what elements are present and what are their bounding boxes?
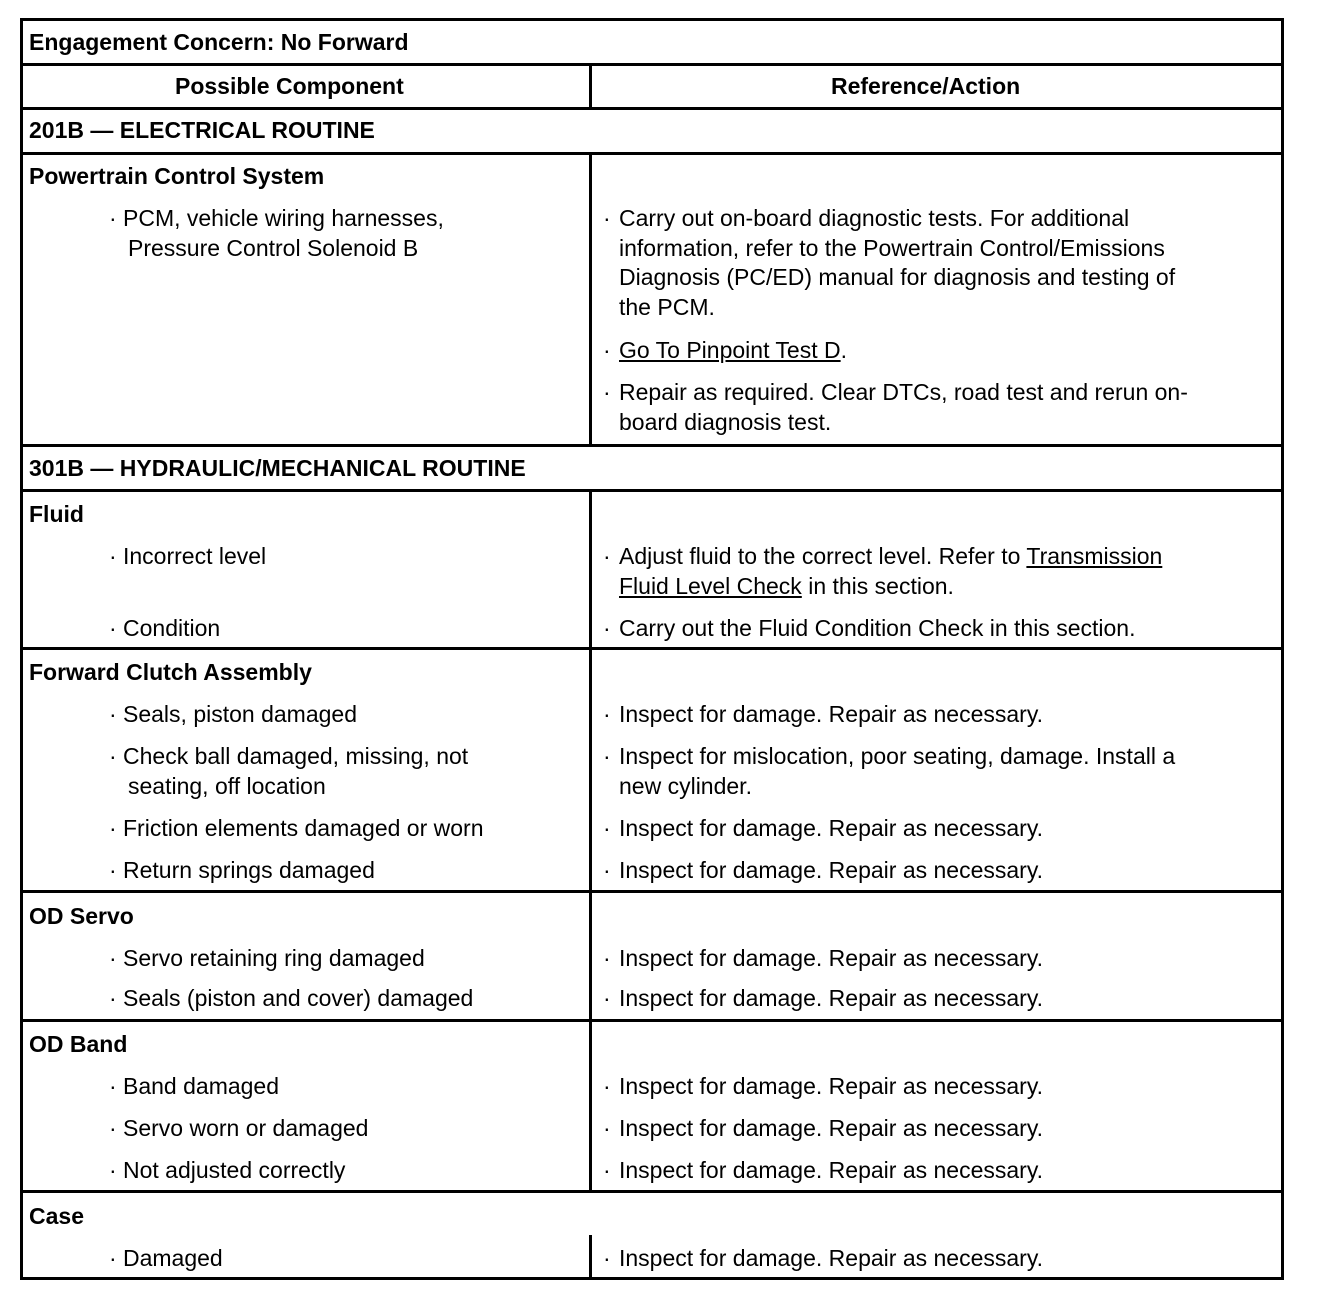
bullet: · [109,543,117,569]
group-heading-case: Case [29,1203,84,1229]
component-item: Damaged [123,1245,223,1271]
action-item: information, refer to the Powertrain Control/Emissions [619,235,1165,261]
group-heading-powertrain: Powertrain Control System [29,163,325,189]
bullet: · [109,615,117,641]
group-heading-fluid: Fluid [29,501,84,527]
bullet: · [109,815,117,841]
component-item: Seals, piston damaged [123,701,357,727]
bullet: · [603,337,611,363]
diagnosis-table [20,18,1284,1280]
component-item: Check ball damaged, missing, not [123,743,469,769]
action-item: Fluid Level Check in this section. [619,573,954,599]
fluid-level-check-link[interactable]: Fluid Level Check [619,573,802,599]
bullet: · [109,857,117,883]
bullet: · [603,815,611,841]
component-item: Not adjusted correctly [123,1157,346,1183]
bullet: · [109,743,117,769]
action-item: board diagnosis test. [619,409,832,435]
group-heading-od-servo: OD Servo [29,903,134,929]
action-item: Repair as required. Clear DTCs, road test and rerun on- [619,379,1188,405]
transmission-fluid-link[interactable]: Transmission [1026,543,1163,569]
action-item: Inspect for damage. Repair as necessary. [619,857,1044,883]
action-item: Inspect for damage. Repair as necessary. [619,1157,1044,1183]
bullet: · [603,1073,611,1099]
action-item: Inspect for damage. Repair as necessary. [619,701,1044,727]
component-item: PCM, vehicle wiring harnesses, [123,205,444,231]
bullet: · [109,205,117,231]
bullet: · [109,1245,117,1271]
bullet: · [603,985,611,1011]
bullet: · [603,1245,611,1271]
bullet: · [603,1115,611,1141]
bullet: · [603,701,611,727]
action-item: Carry out on-board diagnostic tests. For additional [619,205,1130,231]
component-item: Servo worn or damaged [123,1115,369,1141]
component-item: seating, off location [128,773,326,799]
group-heading-od-band: OD Band [29,1031,128,1057]
action-item: the PCM. [619,294,715,320]
bullet: · [109,1073,117,1099]
component-item: Incorrect level [123,543,267,569]
column-header-action: Reference/Action [831,73,1021,99]
bullet: · [603,615,611,641]
bullet: · [603,1157,611,1183]
component-item: Band damaged [123,1073,280,1099]
routine-heading-hydraulic: 301B — HYDRAULIC/MECHANICAL ROUTINE [29,455,526,481]
bullet: · [109,985,117,1011]
action-item: Inspect for damage. Repair as necessary. [619,1245,1044,1271]
bullet: · [603,379,611,405]
bullet: · [603,543,611,569]
action-item: Carry out the Fluid Condition Check in this section. [619,615,1136,641]
action-item: Inspect for damage. Repair as necessary. [619,945,1044,971]
pinpoint-test-link-row: Go To Pinpoint Test D. [619,337,848,363]
component-item: Pressure Control Solenoid B [128,235,419,261]
action-item: Inspect for mislocation, poor seating, damage. Install a [619,743,1176,769]
pinpoint-test-d-link[interactable]: Go To Pinpoint Test D [619,337,841,363]
component-item: Servo retaining ring damaged [123,945,425,971]
component-item: Seals (piston and cover) damaged [123,985,474,1011]
routine-heading-electrical: 201B — ELECTRICAL ROUTINE [29,117,375,143]
action-item: Inspect for damage. Repair as necessary. [619,815,1044,841]
bullet: · [109,1157,117,1183]
column-header-component: Possible Component [175,73,404,99]
component-item: Friction elements damaged or worn [123,815,484,841]
bullet: · [603,205,611,231]
action-item: Adjust fluid to the correct level. Refer to Transmission [619,543,1163,569]
bullet: · [109,945,117,971]
table-title: Engagement Concern: No Forward [29,29,409,55]
action-item: Inspect for damage. Repair as necessary. [619,985,1044,1011]
bullet: · [109,1115,117,1141]
group-heading-forward-clutch: Forward Clutch Assembly [29,659,312,685]
component-item: Condition [123,615,221,641]
action-item: Inspect for damage. Repair as necessary. [619,1115,1044,1141]
bullet: · [603,945,611,971]
action-item: Inspect for damage. Repair as necessary. [619,1073,1044,1099]
bullet: · [109,701,117,727]
action-item: new cylinder. [619,773,752,799]
bullet: · [603,857,611,883]
bullet: · [603,743,611,769]
component-item: Return springs damaged [123,857,375,883]
action-item: Diagnosis (PC/ED) manual for diagnosis and testing of [619,264,1176,290]
